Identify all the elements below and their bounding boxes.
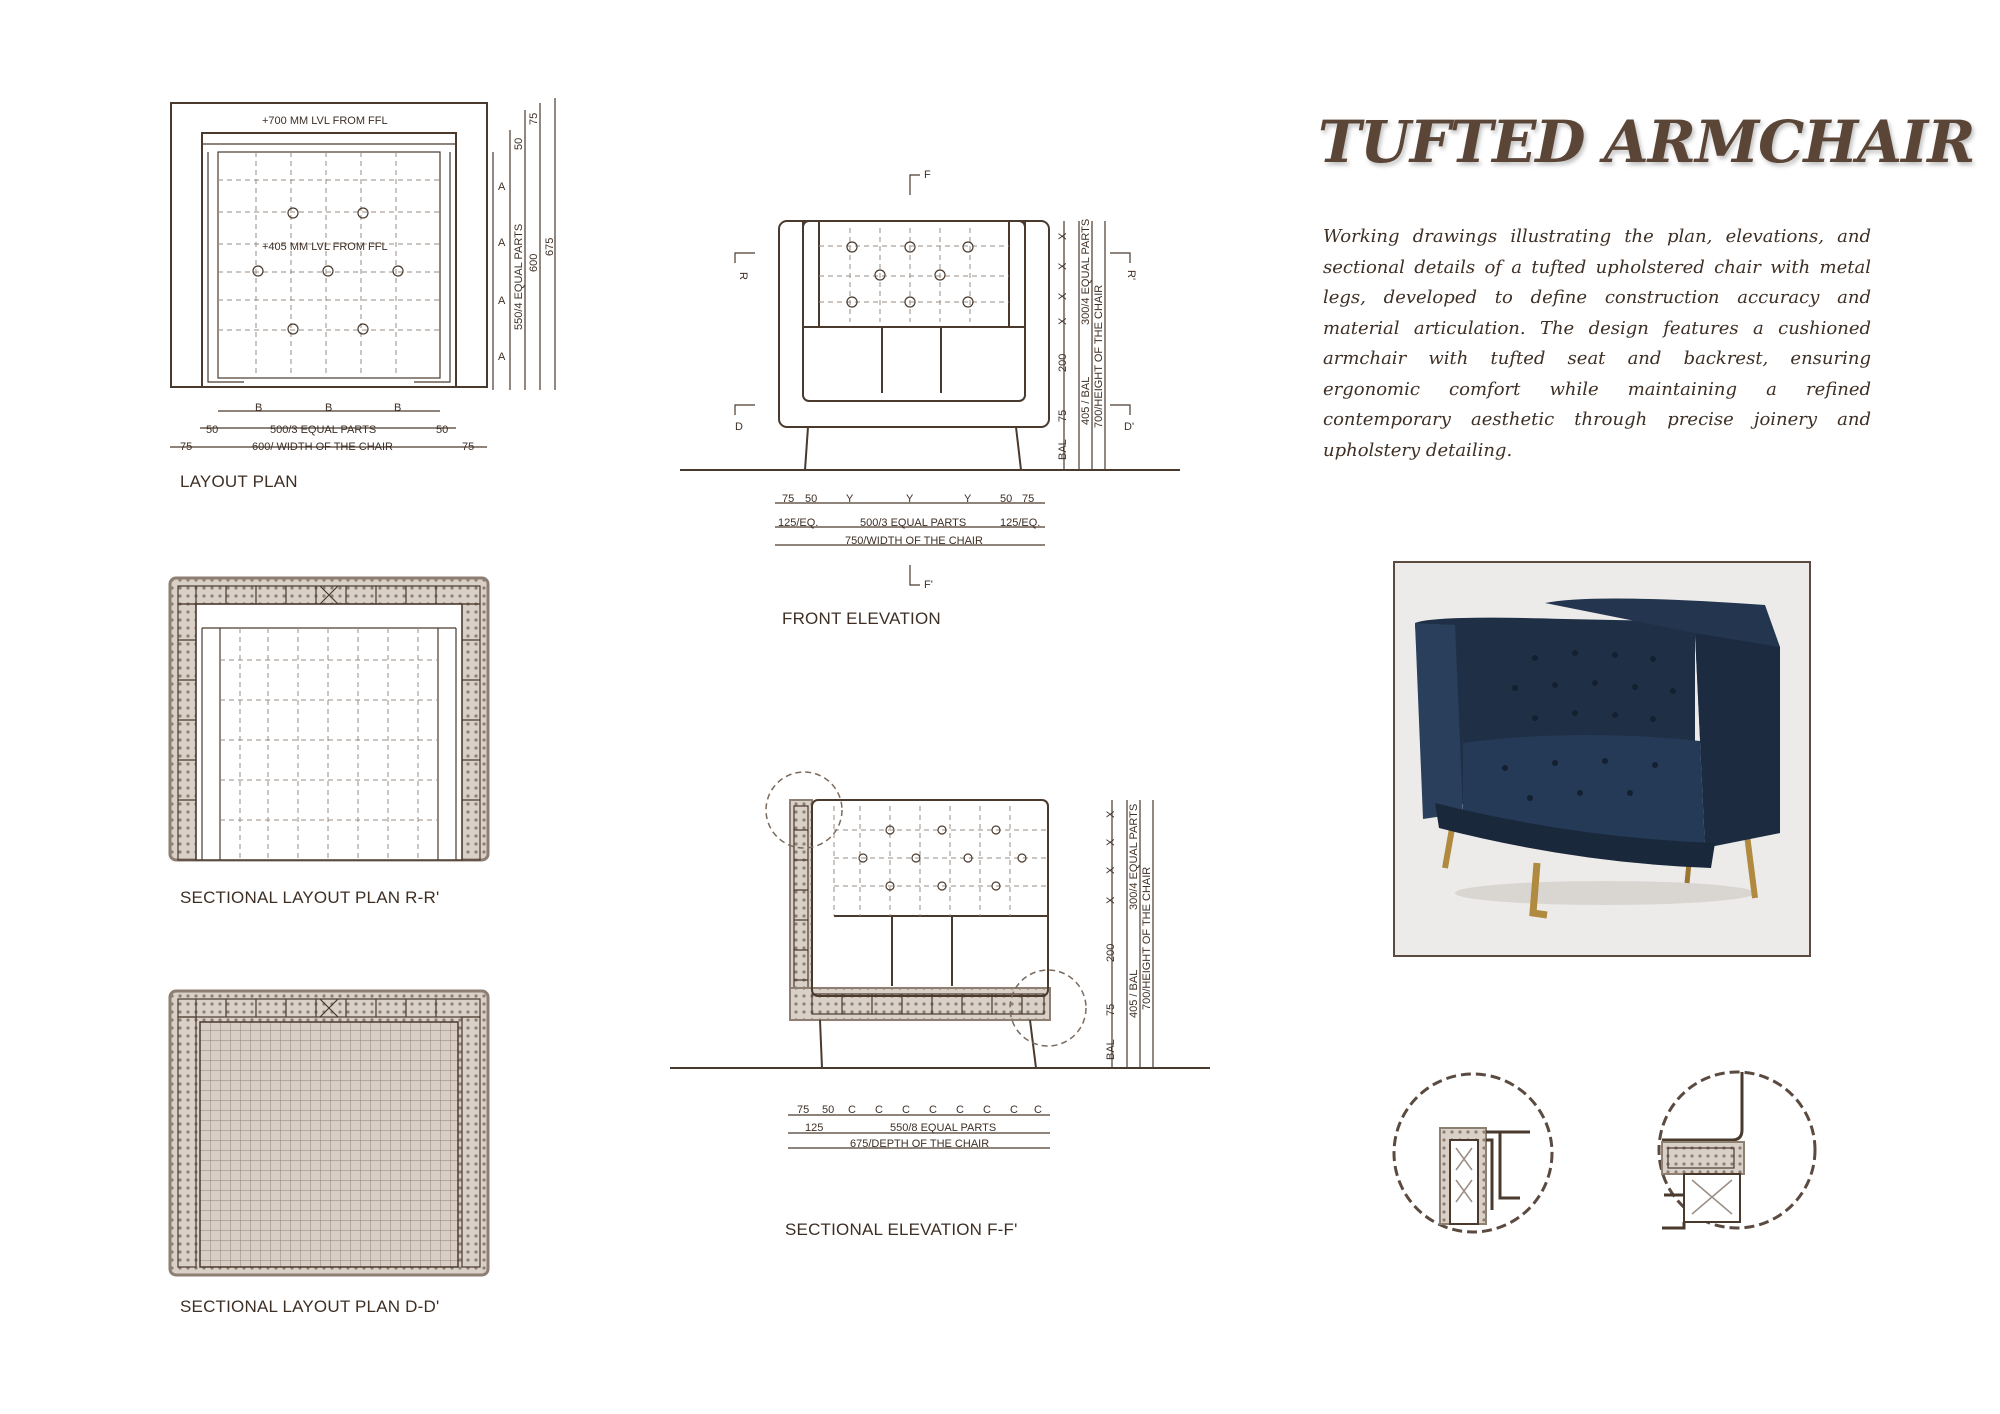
mark-f: F bbox=[924, 169, 931, 181]
dim-height: 700/HEIGHT OF THE CHAIR bbox=[1141, 866, 1153, 1010]
dim-c: C bbox=[902, 1104, 910, 1116]
mark-d2: D' bbox=[1124, 421, 1135, 433]
armchair-illustration bbox=[1395, 563, 1809, 955]
dim-125: 125/EQ. bbox=[778, 517, 819, 529]
dim-75: 75 bbox=[1022, 493, 1035, 505]
sectional-layout-rr bbox=[170, 578, 488, 860]
dim-675: 675 bbox=[544, 237, 556, 256]
dim-x: X bbox=[1057, 317, 1069, 325]
dim-y: Y bbox=[964, 493, 972, 505]
dim-75: 75 bbox=[782, 493, 795, 505]
dim-y: Y bbox=[906, 493, 914, 505]
dim-75: 75 bbox=[1057, 409, 1069, 422]
layout-plan bbox=[170, 98, 556, 453]
dim-x: X bbox=[1057, 262, 1069, 270]
dim-a: A bbox=[498, 181, 506, 193]
dim-a: A bbox=[498, 237, 506, 249]
mark-r2: R' bbox=[1125, 270, 1137, 281]
dim-c: C bbox=[1010, 1104, 1018, 1116]
dim-125: 125/EQ. bbox=[1000, 517, 1041, 529]
dim-vertical-equal: 550/4 EQUAL PARTS bbox=[513, 223, 525, 330]
dim-equal-parts: 550/8 EQUAL PARTS bbox=[890, 1122, 997, 1134]
dim-width: 750/WIDTH OF THE CHAIR bbox=[845, 535, 983, 547]
dim-75: 75 bbox=[528, 112, 540, 125]
dim-c: C bbox=[983, 1104, 991, 1116]
dim-50: 50 bbox=[1000, 493, 1013, 505]
dim-equal-parts: 500/3 EQUAL PARTS bbox=[860, 517, 967, 529]
mark-f2: F' bbox=[924, 579, 933, 591]
level-seat-text: +405 MM LVL FROM FFL bbox=[262, 241, 388, 253]
dim-50: 50 bbox=[513, 137, 525, 150]
label-layout-plan: LAYOUT PLAN bbox=[180, 472, 298, 491]
page-title: TUFTED ARMCHAIR bbox=[1318, 108, 1975, 176]
dim-a: A bbox=[498, 295, 506, 307]
dim-50: 50 bbox=[805, 493, 818, 505]
dim-125: 125 bbox=[805, 1122, 824, 1134]
dim-600: 600 bbox=[528, 253, 540, 272]
description: Working drawings illustrating the plan, elevations, and sectional details of a tufted upholstered chair with metal legs, developed to define construction accuracy and material articulation. The design features a cushioned armchair with tufted seat and backrest, ensuring ergonomic comfort while maintaining a refined contemporary aesthetic through precise joinery and upholstery detailing. bbox=[1323, 226, 1871, 461]
dim-b: B bbox=[325, 402, 333, 414]
dim-50: 50 bbox=[436, 424, 449, 436]
dim-b: B bbox=[255, 402, 263, 414]
dim-x: X bbox=[1057, 232, 1069, 240]
dim-200: 200 bbox=[1057, 353, 1069, 372]
label-front-elevation: FRONT ELEVATION bbox=[782, 609, 941, 628]
dim-c: C bbox=[956, 1104, 964, 1116]
dim-c: C bbox=[848, 1104, 856, 1116]
dim-c: C bbox=[875, 1104, 883, 1116]
dim-bal-405: 405 / BAL bbox=[1128, 969, 1140, 1018]
dim-a: A bbox=[498, 351, 506, 363]
dim-b: B bbox=[394, 402, 402, 414]
dim-vertical-equal: 300/4 EQUAL PARTS bbox=[1128, 803, 1140, 910]
dim-c: C bbox=[929, 1104, 937, 1116]
dim-depth: 675/DEPTH OF THE CHAIR bbox=[850, 1138, 990, 1150]
armchair-photo bbox=[1393, 561, 1811, 957]
dim-bal-405: 405 / BAL bbox=[1080, 376, 1092, 425]
dim-75: 75 bbox=[1105, 1003, 1117, 1016]
dim-200: 200 bbox=[1105, 943, 1117, 962]
detail-circle-right bbox=[1659, 1072, 1815, 1228]
sectional-elevation-ff bbox=[670, 772, 1210, 1150]
dim-50: 50 bbox=[822, 1104, 835, 1116]
sectional-layout-dd bbox=[170, 991, 488, 1275]
dim-x: X bbox=[1105, 838, 1117, 846]
front-elevation bbox=[680, 169, 1180, 591]
dim-bal: BAL bbox=[1105, 1039, 1117, 1060]
dim-bal: BAL bbox=[1057, 439, 1069, 460]
label-sectional-layout-dd: SECTIONAL LAYOUT PLAN D-D' bbox=[180, 1297, 440, 1316]
dim-x: X bbox=[1105, 810, 1117, 818]
level-top-text: +700 MM LVL FROM FFL bbox=[262, 115, 388, 127]
dim-75: 75 bbox=[180, 441, 193, 453]
dim-75: 75 bbox=[462, 441, 475, 453]
dim-equal-parts: 500/3 EQUAL PARTS bbox=[270, 424, 377, 436]
dim-vertical-equal: 300/4 EQUAL PARTS bbox=[1080, 218, 1092, 325]
dim-y: Y bbox=[846, 493, 854, 505]
dim-x: X bbox=[1105, 866, 1117, 874]
label-sectional-elevation-ff: SECTIONAL ELEVATION F-F' bbox=[785, 1220, 1018, 1239]
dim-c: C bbox=[1034, 1104, 1042, 1116]
mark-r: R bbox=[737, 272, 749, 280]
dim-height: 700/HEIGHT OF THE CHAIR bbox=[1093, 284, 1105, 428]
dim-x: X bbox=[1057, 292, 1069, 300]
detail-circle-left bbox=[1394, 1074, 1552, 1232]
dim-width: 600/ WIDTH OF THE CHAIR bbox=[252, 441, 393, 453]
label-sectional-layout-rr: SECTIONAL LAYOUT PLAN R-R' bbox=[180, 888, 440, 907]
dim-50: 50 bbox=[206, 424, 219, 436]
dim-x: X bbox=[1105, 896, 1117, 904]
mark-d: D bbox=[735, 421, 743, 433]
dim-75: 75 bbox=[797, 1104, 810, 1116]
